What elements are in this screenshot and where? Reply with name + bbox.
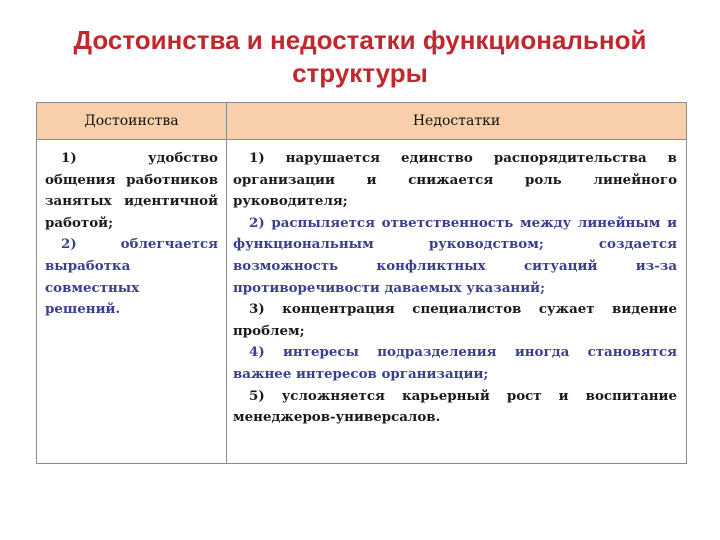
comparison-table (36, 102, 687, 464)
table-header-row (37, 103, 686, 140)
disadvantage-item-4: 4) интересы подразделения иногда становятся важнее интересов организации; (233, 344, 677, 382)
advantages-cell (45, 148, 218, 321)
advantage-item-2: 2) облегчается выработка совместных решений. (45, 236, 218, 318)
page-title: Достоинства и недостатки функциональной структуры (73, 25, 647, 88)
disadvantage-item-3: 3) концентрация специалистов сужает видение проблем; (233, 301, 677, 339)
column-divider (226, 103, 227, 463)
advantage-item-1: 1) удобство общения работников занятых идентичной работой; (45, 150, 218, 231)
header-advantages: Достоинства (84, 113, 179, 129)
disadvantage-item-2: 2) распыляется ответственность между линейным и функциональным руководством; создается возможность конфликтных ситуаций из-за противоречивости даваемых указаний; (233, 214, 677, 296)
disadvantage-item-1: 1) нарушается единство распорядительства в организации и снижается роль линейного руководителя; (233, 150, 677, 210)
header-disadvantages: Недостатки (412, 113, 501, 129)
disadvantages-cell (233, 148, 677, 429)
disadvantage-item-5: 5) усложняется карьерный рост и воспитание менеджеров-универсалов. (233, 387, 677, 426)
